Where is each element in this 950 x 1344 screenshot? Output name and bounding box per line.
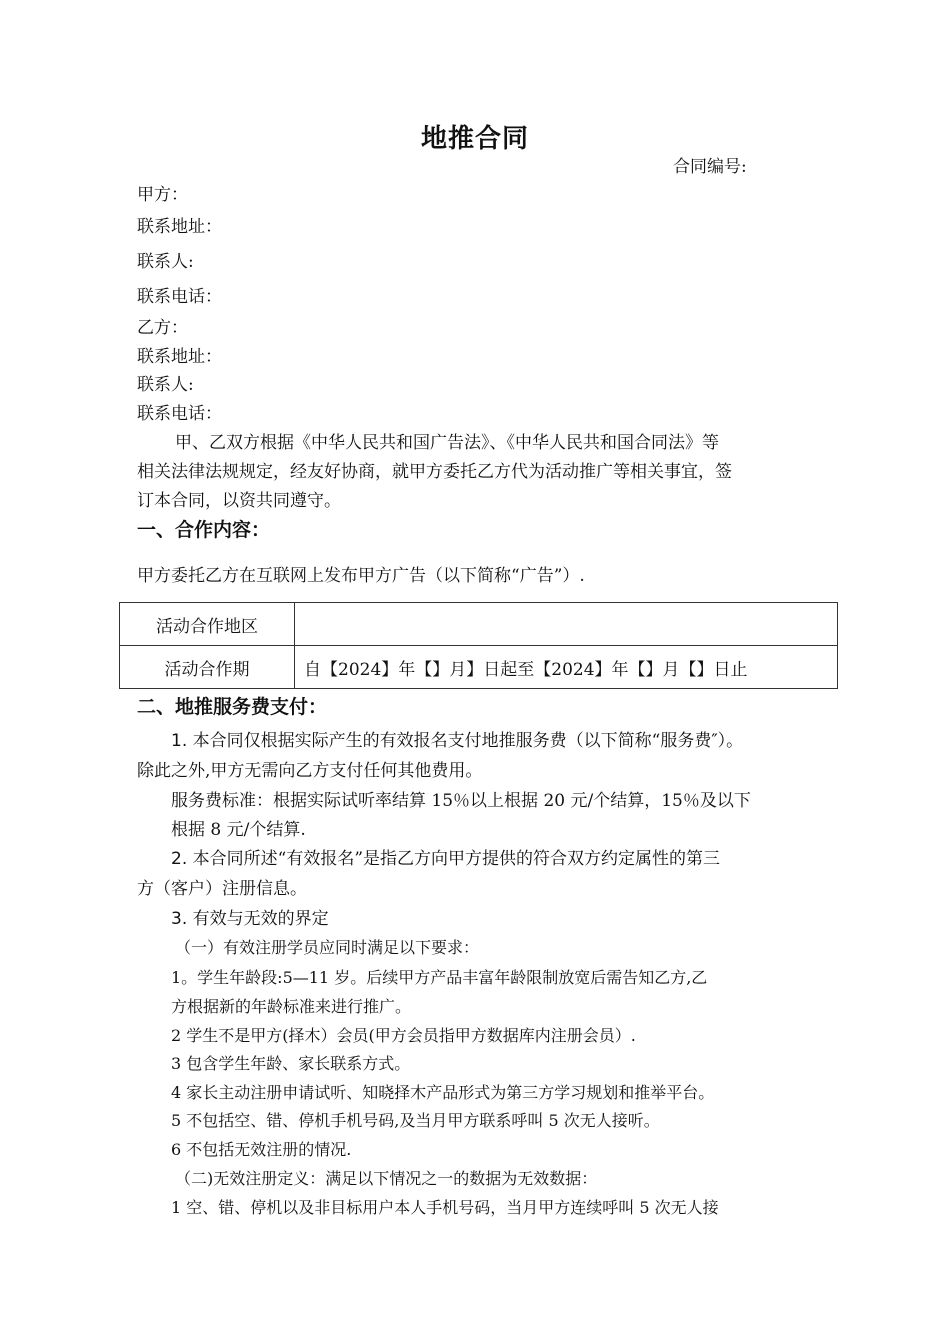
item-1-number: 1. (171, 731, 188, 751)
item-3-number: 3. (171, 909, 188, 929)
item-2-number: 2. (171, 849, 188, 869)
valid-heading: （一）有效注册学员应同时满足以下要求： (175, 938, 480, 957)
section-2-heading: 二、地推服务费支付： (137, 696, 328, 718)
preamble-line-3: 订本合同，以资共同遵守。 (137, 491, 341, 511)
valid-item: 2 学生不是甲方(择木）会员(甲方会员指甲方数据库内注册会员）. (171, 1026, 636, 1045)
valid-item: 4 家长主动注册申请试听、知晓择木产品形式为第三方学习规划和推举平台。 (171, 1083, 715, 1102)
party-b-label: 乙方： (137, 318, 188, 338)
table-row (120, 603, 838, 646)
valid-item: 6 不包括无效注册的情况. (171, 1140, 352, 1159)
party-a-phone: 联系电话： (137, 287, 222, 307)
item-2-line-2: 方（客户）注册信息。 (137, 879, 307, 899)
item-2-line-1 (171, 844, 720, 869)
fee-standard-line-2: 根据 8 元/个结算. (171, 820, 306, 840)
item-1-line-1 (171, 726, 743, 751)
party-a-contact: 联系人: (137, 252, 194, 272)
table-row (120, 646, 838, 689)
section-1-text: 甲方委托乙方在互联网上发布甲方广告（以下简称“广告”）. (137, 566, 585, 586)
cooperation-table (119, 602, 838, 689)
valid-item: 1。学生年龄段:5—11 岁。后续甲方产品丰富年龄限制放宽后需告知乙方,乙 (171, 968, 708, 987)
table-cell-value: 自【2024】年【】月】日起至【2024】年【】月【】日止 (295, 646, 838, 689)
party-b-phone: 联系电话： (137, 404, 222, 424)
item-3-line (171, 904, 329, 929)
valid-item: 5 不包括空、错、停机手机号码,及当月甲方联系呼叫 5 次无人接听。 (171, 1111, 660, 1130)
item-1-line-2: 除此之外,甲方无需向乙方支付任何其他费用。 (137, 761, 483, 781)
invalid-heading: （二)无效注册定义：满足以下情况之一的数据为无效数据： (175, 1169, 598, 1188)
party-b-contact: 联系人: (137, 375, 194, 395)
table-cell-label: 活动合作期 (120, 646, 295, 689)
party-b-address: 联系地址： (137, 347, 222, 367)
valid-item: 3 包含学生年龄、家长联系方式。 (171, 1054, 411, 1073)
item-1-text: 本合同仅根据实际产生的有效报名支付地推服务费（以下简称“服务费″）。 (192, 731, 744, 751)
table-cell-label: 活动合作地区 (120, 603, 295, 646)
item-2-text: 本合同所述“有效报名”是指乙方向甲方提供的符合双方约定属性的第三 (192, 849, 721, 869)
party-a-address: 联系地址： (137, 217, 222, 237)
fee-standard-line-1: 服务费标准：根据实际试听率结算 15％以上根据 20 元/个结算，15％及以下 (171, 791, 751, 811)
valid-item: 方根据新的年龄标准来进行推广。 (171, 997, 412, 1016)
table-cell-value (295, 603, 838, 646)
preamble-line-2: 相关法律法规规定，经友好协商，就甲方委托乙方代为活动推广等相关事宜，签 (137, 462, 732, 482)
contract-number-label: 合同编号: (673, 157, 747, 177)
preamble-line-1: 甲、乙双方根据《中华人民共和国广告法》、《中华人民共和国合同法》等 (175, 433, 719, 453)
party-a-label: 甲方： (137, 185, 188, 205)
item-3-text: 有效与无效的界定 (192, 909, 329, 929)
invalid-item: 1 空、错、停机以及非目标用户本人手机号码，当月甲方连续呼叫 5 次无人接 (171, 1198, 719, 1217)
section-1-heading: 一、合作内容： (137, 519, 271, 541)
document-title: 地推合同 (420, 124, 529, 154)
